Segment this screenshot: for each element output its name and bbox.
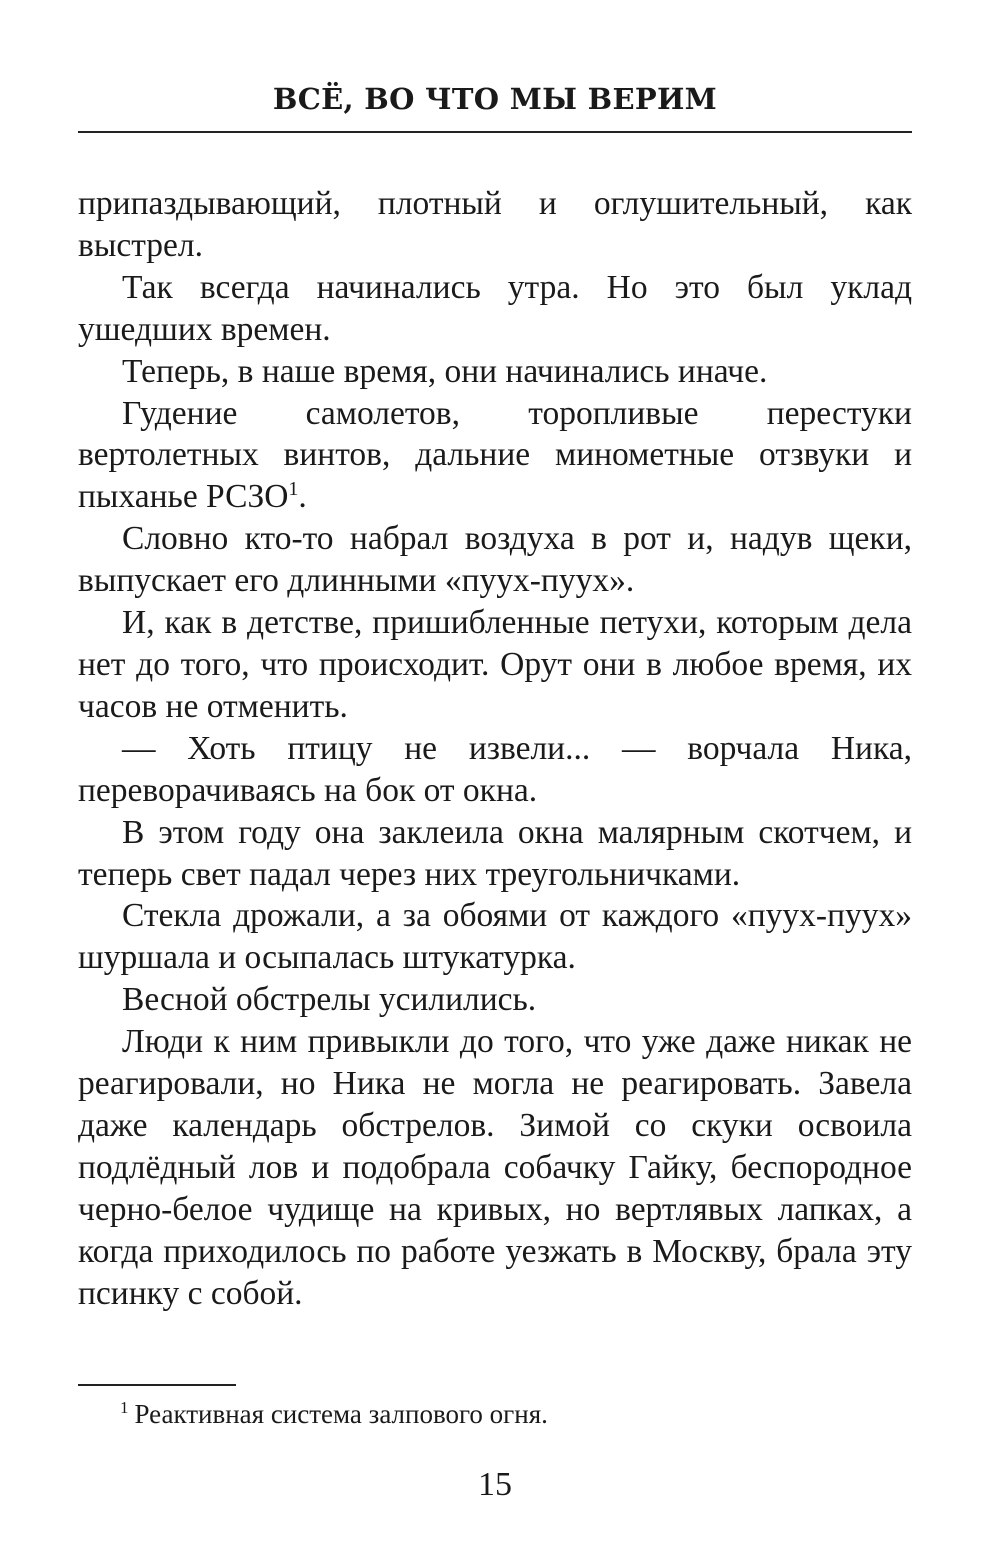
paragraph: Теперь, в наше время, они начинались иначе. <box>122 352 768 390</box>
paragraph: — Хоть птицу не извели... — ворчала Ника, переворачиваясь на бок от окна. <box>78 729 912 809</box>
paragraph-with-footnote <box>78 393 912 519</box>
footnote-text: Реактивная система залпового огня. <box>134 1399 548 1429</box>
paragraph: Словно кто-то набрал воздуха в рот и, надув щеки, выпускает его длинными «пуух-пуух». <box>78 520 912 600</box>
paragraph: И, как в детстве, пришибленные петухи, которым дела нет до того, что происходит. Орут они в любое время, их часов не отменить. <box>78 604 912 725</box>
footnote-reference: 1 <box>288 478 299 501</box>
paragraph: Весной обстрелы усилились. <box>122 981 537 1019</box>
paragraph-text: Гудение самолетов, торопливые перестуки вертолетных винтов, дальние минометные отзвуки и пыханье РСЗО <box>78 394 912 516</box>
paragraph: Так всегда начинались утра. Но это был уклад ушедших времен. <box>78 268 912 348</box>
footnote-mark: 1 <box>120 1398 129 1417</box>
paragraph: В этом году она заклеила окна малярным скотчем, и теперь свет падал через них треугольничками. <box>78 813 912 893</box>
paragraph-end-punct: . <box>298 478 307 516</box>
header-rule <box>78 131 912 133</box>
paragraph: Стекла дрожали, а за обоями от каждого «пуух-пуух» шуршала и осыпалась штукатурка. <box>78 897 912 977</box>
body-text <box>78 183 912 1314</box>
paragraph: Люди к ним привыкли до того, что уже даже никак не реагировали, но Ника не могла не реагировать. Завела даже календарь обстрелов. Зимой со скуки освоила подлёдный лов и подобрала собачку Гайку, беспородное черно-белое чудище на кривых, но вертлявых лапках, а когда приходилось по работе уезжать в Москву, брала эту псинку с собой. <box>78 1023 912 1312</box>
paragraph: припаздывающий, плотный и оглушительный, как выстрел. <box>78 185 912 264</box>
running-head: ВСЁ, ВО ЧТО МЫ ВЕРИМ <box>272 82 718 116</box>
page-number: 15 <box>478 1466 512 1503</box>
footnote-rule <box>78 1384 236 1386</box>
footnote <box>120 1396 548 1432</box>
